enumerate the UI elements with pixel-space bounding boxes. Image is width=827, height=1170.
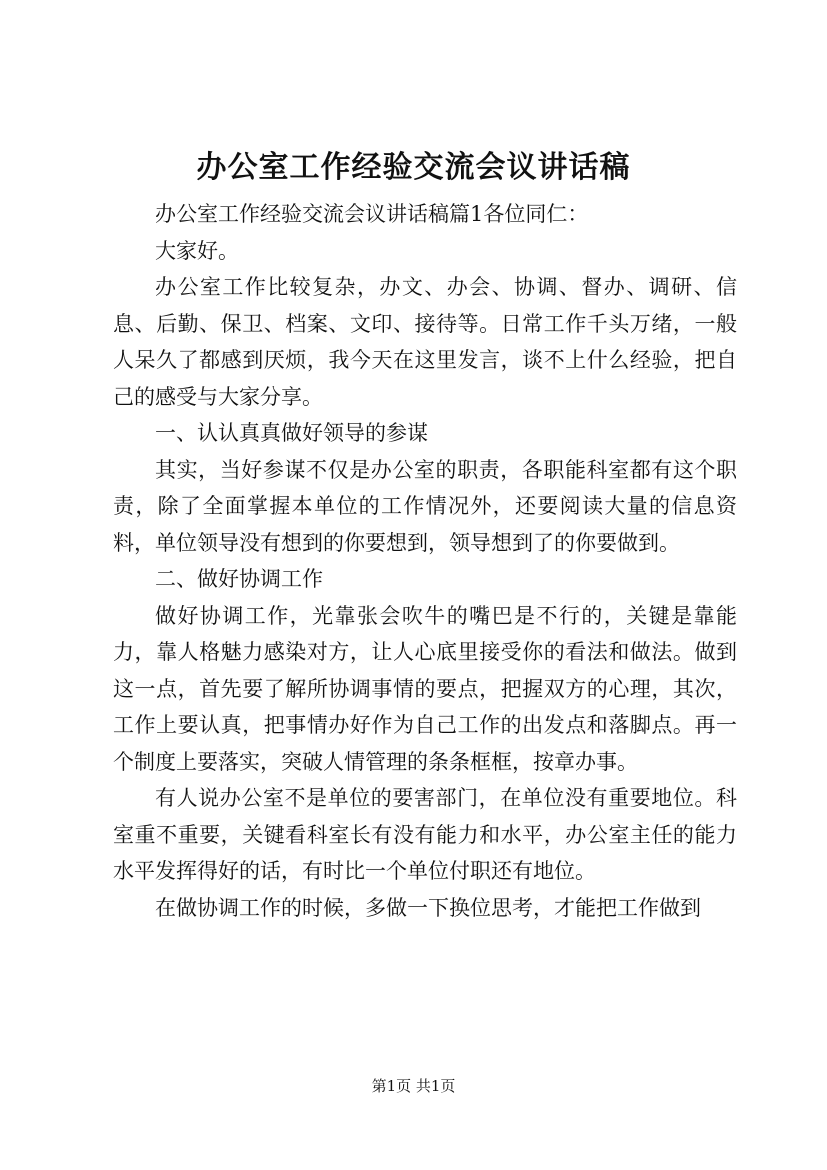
paragraph-greeting: 大家好。	[155, 238, 239, 263]
paragraph-opening: 办公室工作经验交流会议讲话稿篇1各位同仁：	[155, 202, 589, 226]
paragraph-continued: 在做协调工作的时候，多做一下换位思考，才能把工作做到	[155, 895, 701, 920]
document-body	[113, 196, 737, 926]
section-heading-1: 一、认认真真做好领导的参谋	[155, 421, 428, 445]
section-heading-2: 二、做好协调工作	[155, 567, 323, 591]
paragraph-section-2: 做好协调工作，光靠张会吹牛的嘴巴是不行的，关键是靠能力，靠人格魅力感染对方，让人心底里接受你的看法和做法。做到这一点，首先要了解所协调事情的要点，把握双方的心理，其次，工作上要认真，把事情办好作为自己工作的出发点和落脚点。再一个制度上要落实，突破人情管理的条条框框，按章办事。	[113, 603, 737, 774]
page-footer: 第1页 共1页	[371, 1077, 456, 1095]
paragraph-intro: 办公室工作比较复杂，办文、办会、协调、督办、调研、信息、后勤、保卫、档案、文印、接待等。日常工作千头万绪，一般人呆久了都感到厌烦，我今天在这里发言，谈不上什么经验，把自己的感受与大家分享。	[113, 275, 737, 409]
paragraph-section-1: 其实，当好参谋不仅是办公室的职责，各职能科室都有这个职责，除了全面掌握本单位的工作情况外，还要阅读大量的信息资料，单位领导没有想到的你要想到，领导想到了的你要做到。	[113, 457, 737, 555]
document-title: 办公室工作经验交流会议讲话稿	[196, 150, 631, 185]
paragraph-status: 有人说办公室不是单位的要害部门，在单位没有重要地位。科室重不重要，关键看科室长有没有能力和水平，办公室主任的能力水平发挥得好的话，有时比一个单位付职还有地位。	[113, 786, 737, 883]
